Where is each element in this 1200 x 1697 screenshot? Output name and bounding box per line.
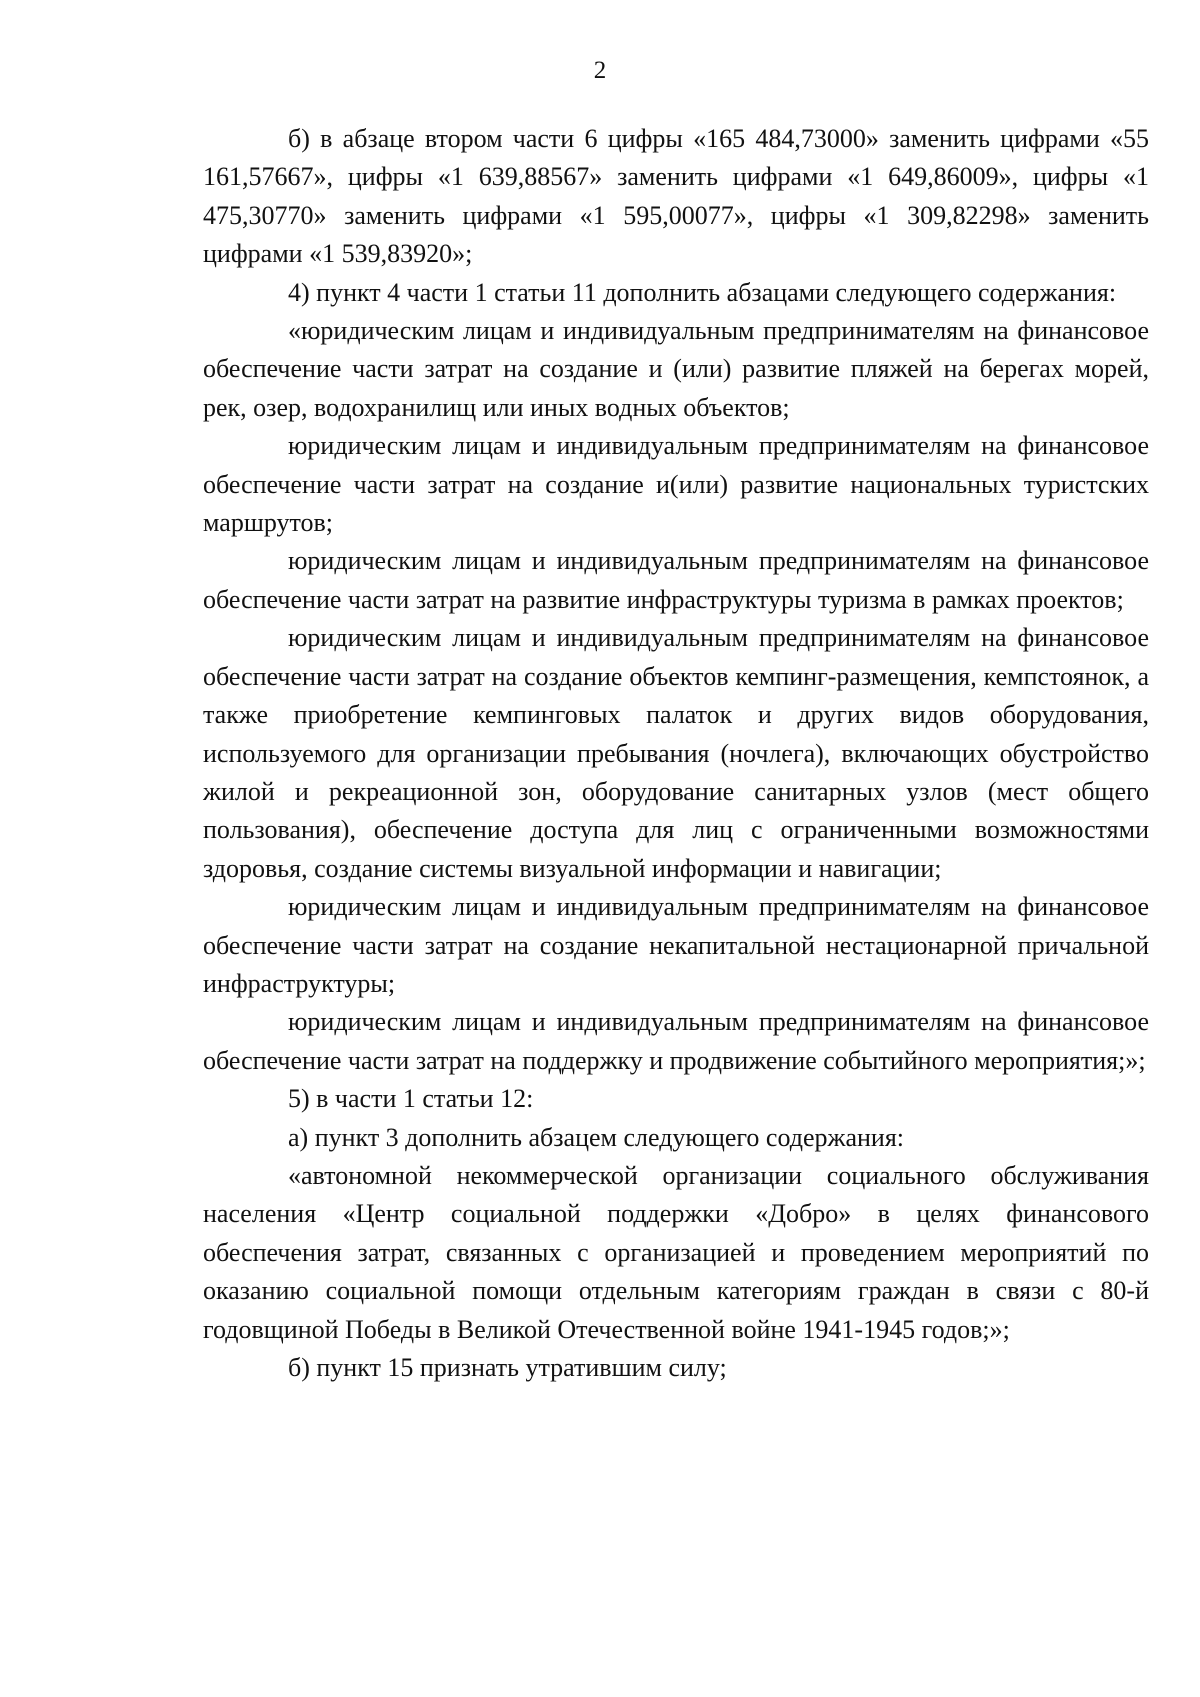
paragraph-tourism-infrastructure: юридическим лицам и индивидуальным предпринимателям на финансовое обеспечение части затрат на развитие инфраструктуры туризма в рамках проектов; [203,546,1149,614]
document-body [203,120,1149,1387]
paragraph-item-5a: а) пункт 3 дополнить абзацем следующего содержания: [288,1122,905,1152]
paragraph-camping: юридическим лицам и индивидуальным предпринимателям на финансовое обеспечение части затрат на создание объектов кемпинг-размещения, кемпстоянок, а также приобретение кемпинговых палаток и других видов оборудования, используемого для организации пребывания (ночлега), включающих обустройство жилой и рекреационной зон, оборудование санитарных узлов (мест общего пользования), обеспечение доступа для лиц с ограниченными возможностями здоровья, создание системы визуальной информации и навигации; [203,623,1149,883]
page-number: 2 [593,57,607,84]
paragraph-beaches: «юридическим лицам и индивидуальным предпринимателям на финансовое обеспечение части затрат на создание и (или) развитие пляжей на берегах морей, рек, озер, водохранилищ или иных водных объектов; [203,316,1149,422]
paragraph-amount-replacements: б) в абзаце втором части 6 цифры «165 484,73000» заменить цифрами «55 161,57667», цифры «1 639,88567» заменить цифрами «1 649,86009», цифры «1 475,30770» заменить цифрами «1 595,00077», цифры «1 309,82298» заменить цифрами «1 539,83920»; [203,124,1149,269]
paragraph-event-promotion: юридическим лицам и индивидуальным предпринимателям на финансовое обеспечение части затрат на поддержку и продвижение событийного мероприятия;»; [203,1007,1149,1075]
paragraph-item-4: 4) пункт 4 части 1 статьи 11 дополнить абзацами следующего содержания: [288,277,1117,307]
paragraph-item-5: 5) в части 1 статьи 12: [288,1084,534,1114]
paragraph-item-5b: б) пункт 15 признать утратившим силу; [288,1353,727,1382]
paragraph-tourist-routes: юридическим лицам и индивидуальным предпринимателям на финансовое обеспечение части затрат на создание и(или) развитие национальных туристских маршрутов; [203,431,1149,538]
paragraph-mooring-infrastructure: юридическим лицам и индивидуальным предпринимателям на финансовое обеспечение части затрат на создание некапитальной нестационарной причальной инфраструктуры; [203,892,1149,998]
paragraph-ano-dobro: «автономной некоммерческой организации социального обслуживания населения «Центр социальной поддержки «Добро» в целях финансового обеспечения затрат, связанных с организацией и проведением мероприятий по оказанию социальной помощи отдельным категориям граждан в связи с 80-й годовщиной Победы в Великой Отечественной войне 1941-1945 годов;»; [203,1160,1149,1344]
